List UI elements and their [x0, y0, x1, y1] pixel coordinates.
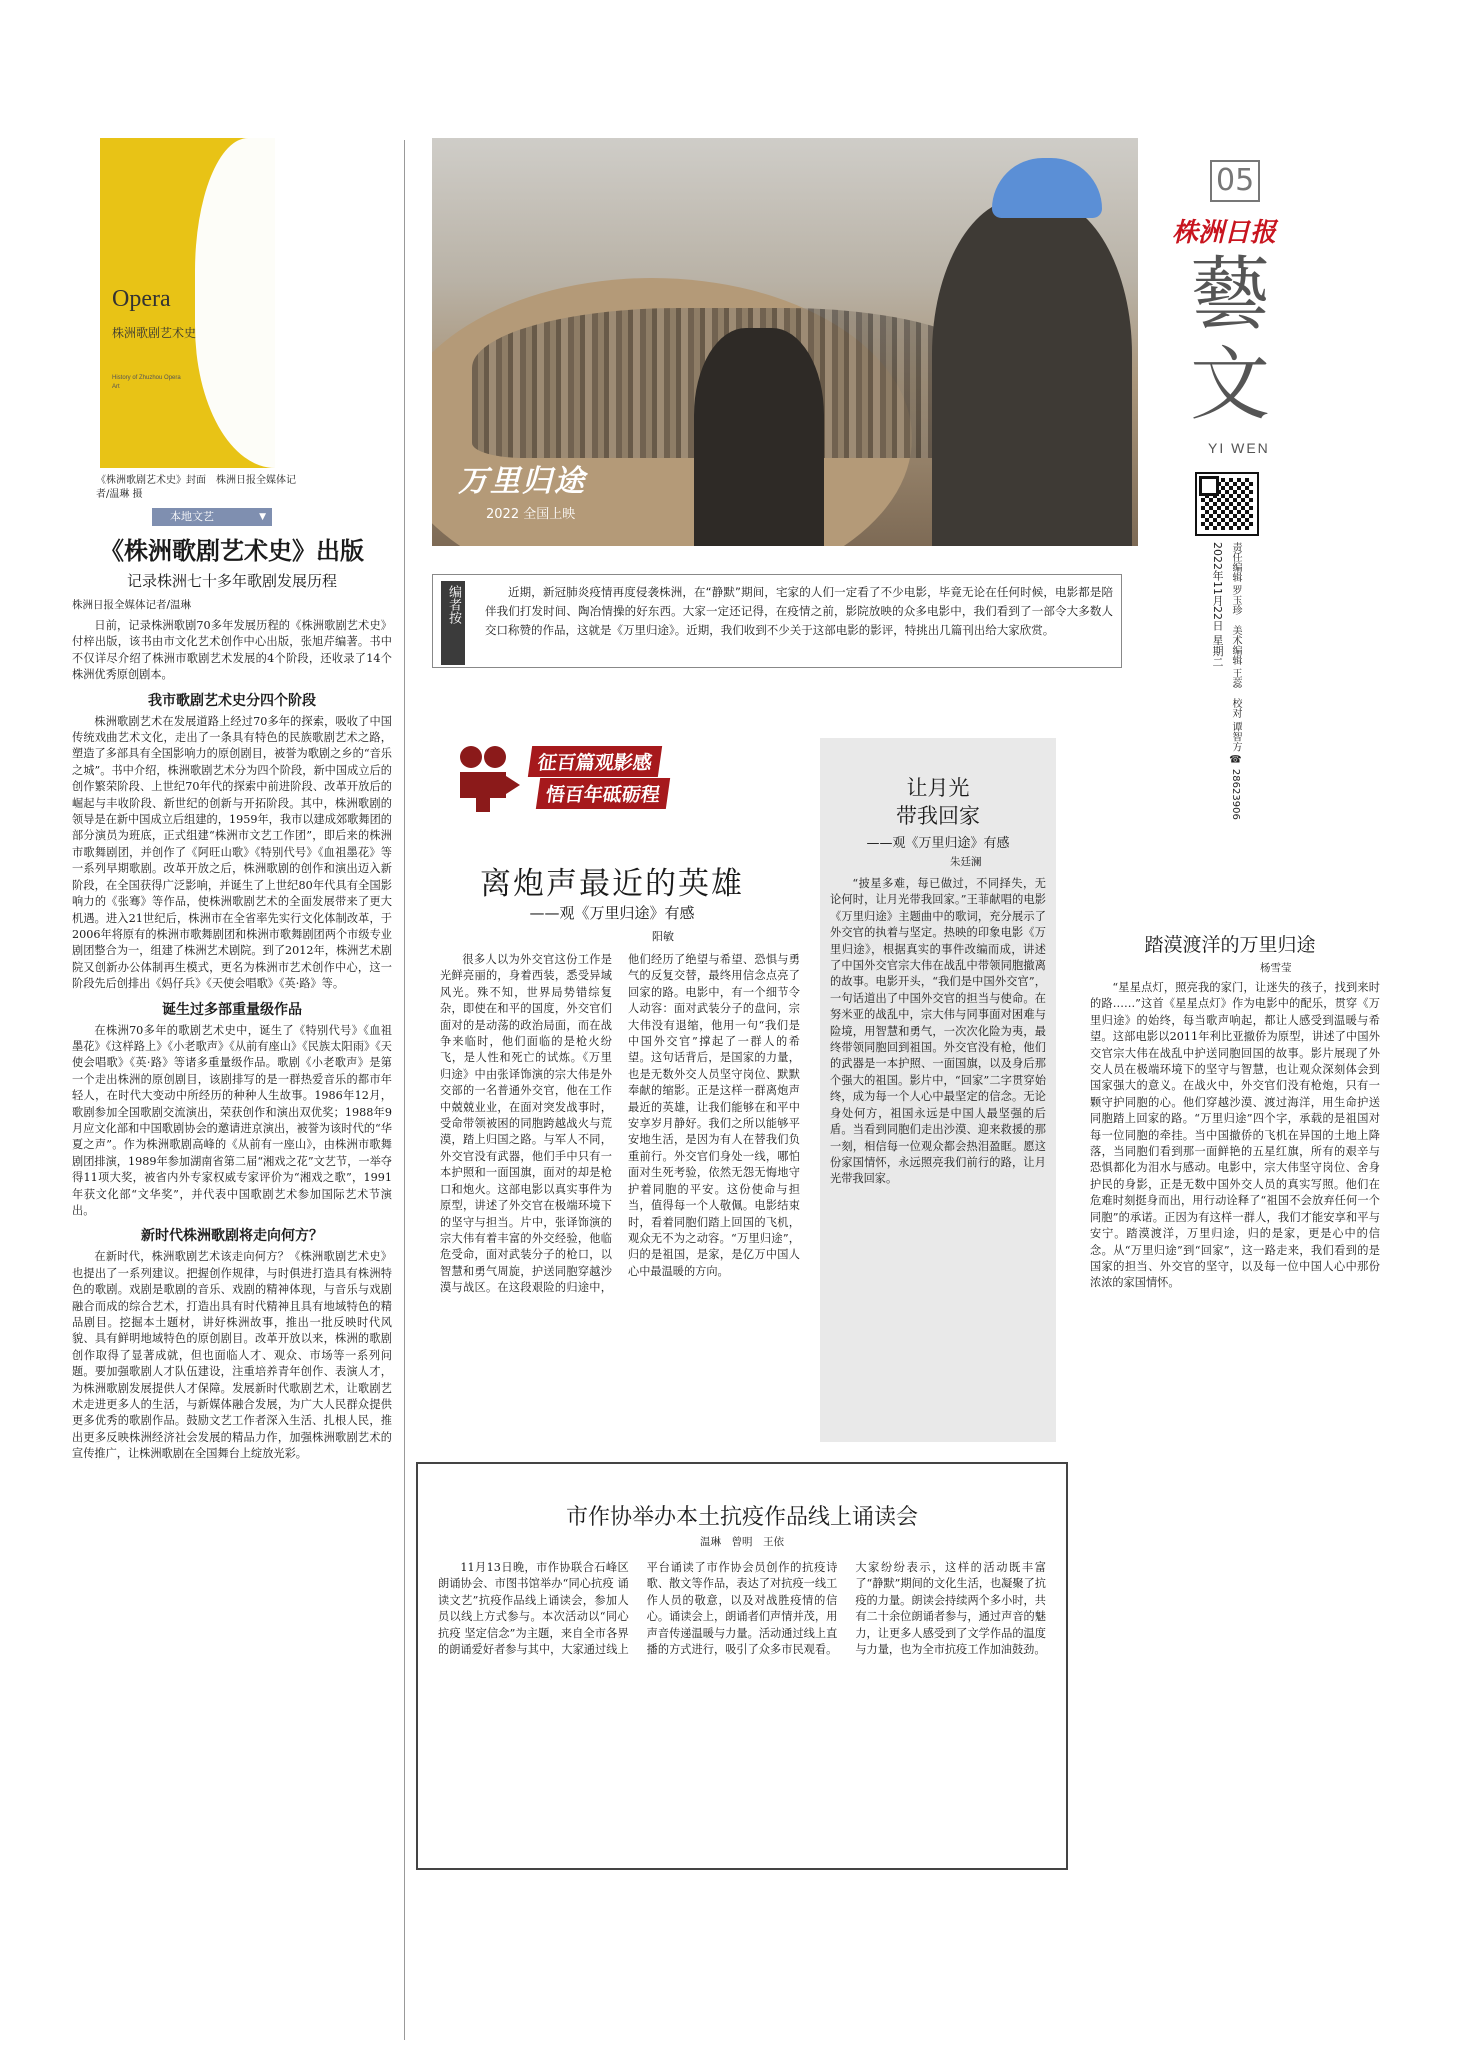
left-subheadline: 记录株洲七十多年歌剧发展历程 — [126, 572, 337, 590]
desert-byline: 杨雪莹 — [1260, 962, 1292, 974]
desert-text: “星星点灯，照亮我的家门，让迷失的孩子，找到来时的路……”这首《星星点灯》作为电影中的配乐，贯穿《万里归途》的始终，每当歌声响起，都让人感受到温暖与希望。这部电影以2011年利比亚撤侨为原型，讲述了中国外交官宗大伟在战乱中护送同胞回国的故事。影片展现了外交人员在极端环境下的坚守与智慧，也让观众深刻体会到国家强大的意义。在战火中，外交官们没有枪炮，只有一颗守护同胞的心。他们穿越沙漠、渡过海洋，用生命护送同胞踏上回家的路。“万里归途”四个字，承载的是祖国对每一位同胞的牵挂。当中国撤侨的飞机在异国的土地上降落，当同胞们看到那一面鲜艳的五星红旗，所有的艰辛与恐惧都化为泪水与感动。电影中，宗大伟坚守岗位、舍身护民的身影，正是无数中国外交人员的真实写照。他们在危难时刻挺身而出，用行动诠释了“祖国不会放弃任何一个同胞”的承诺。正因为有这样一群人，我们才能安享和平与安宁。踏漠渡洋，万里归途，归的是家，更是心中的信念。从“万里归途”到“回家”，这一路走来，我们看到的是国家的担当、外交官的坚守，以及每一位中国人心中那份浓浓的家国情怀。 — [1090, 981, 1380, 1290]
book-cover-image — [100, 138, 275, 468]
qr-code-corner — [1199, 476, 1219, 496]
section-char-2: 文 — [1190, 338, 1270, 431]
left-article-body — [72, 618, 392, 2038]
hero-subheadline: ——观《万里归途》有感 — [529, 904, 695, 922]
section2-text: 在株洲70多年的歌剧艺术史中，诞生了《特别代号》《血祖墨花》《这样路上》《小老歌声》《从前有座山》《民族太阳雨》《天使会唱歌》《英·路》等诸多重量级作品。歌剧《小老歌声》是第一个走出株洲的原创剧目，该剧排写的是一群热爱音乐的都市年轻人，在时代大变动中所经历的种种人生故事。1986年12月，歌剧参加全国歌剧交流演出，荣获创作和演出双优奖；1988年9月应文化部和中国歌剧协会的邀请进京演出，被誉为该时代的“华夏之声”。作为株洲歌剧高峰的《从前有一座山》，由株洲市歌舞剧团排演，1989年参加湖南省第二届“湘戏之花”文艺节，一举夺得11项大奖，被省内外专家权威专家评价为“湘戏之歌”，1991年获文化部“文华奖”，并代表中国歌剧艺术参加国际艺术节演出。 — [72, 1023, 392, 1217]
editor-note-label-text: 编者按 — [446, 585, 461, 624]
section1-text: 株洲歌剧艺术在发展道路上经过70多年的探索，吸收了中国传统戏曲艺术文化，走出了一条具有特色的民族歌剧艺术之路，塑造了多部具有全国影响力的原创剧目，被誉为歌剧之乡的“音乐之城”。书中介绍，株洲歌剧艺术分为四个阶段，新中国成立后的创作繁荣阶段、上世纪70年代的探索中前进阶段、改革开放后的崛起与丰收阶段、新世纪的创新与开拓阶段。其中，株洲歌剧的领导是在新中国成立后组建的，1959年，我市以建成郊歌舞团的部分演员为班底，正式组建“株洲市文艺工作团”，即后来的株洲市歌舞剧团，并创作了《阿旺山歌》《特别代号》《血祖墨花》等一系列早期歌剧。改革开放之后，株洲歌剧的创作和演出迈入新阶段，在全国获得广泛影响，并诞生了上世纪80年代具有全国影响力的《张骞》等作品，使株洲歌剧艺术的全面发展带来了更大机遇。进入21世纪后，株洲市在全省率先实行文化体制改革，于2006年将原有的株洲市歌舞剧团和株洲市歌舞剧团两个市级专业剧团整合为一，组建了株洲艺术剧院。到了2012年，株洲艺术剧院又创新办公体制再生模式，更名为株洲市艺术创作中心，这一阶段先后创排出《妈仔兵》《天使会唱歌》《英·路》等。 — [72, 714, 392, 991]
bottom-article-box — [416, 1462, 1068, 1870]
section-char-1: 藝 — [1190, 248, 1270, 341]
camera-stand — [476, 798, 490, 812]
poster-release: 2022 全国上映 — [486, 507, 576, 522]
reel-right — [484, 746, 506, 768]
moon-subheadline: ——观《万里归途》有感 — [866, 836, 1010, 851]
campaign-banner — [458, 742, 728, 826]
book-cover-english: History of Zhuzhou Opera Art — [112, 375, 181, 390]
moon-text: “披星多难，每已做过，不同择失，无论何时，让月光带我回家。”王菲献唱的电影《万里归途》主题曲中的歌词，充分展示了外交官的执着与坚定。热映的印象电影《万里归途》，根据真实的事件改编而成，讲述了中国外交官宗大伟在战乱中带领同胞撤离的故事。电影开头，“我们是中国外交官”，一句话道出了中国外交官的担当与使命。在努米亚的战乱中，宗大伟与同事面对困难与险境，用智慧和勇气，一次次化险为夷，最终带领同胞回到祖国。外交官没有枪，他们的武器是一本护照、一面国旗，以及身后那个强大的祖国。影片中，“回家”二字贯穿始终，成为每一个人心中最坚定的信念。无论身处何方，祖国永远是中国人最坚强的后盾。当看到同胞们走出沙漠、迎来救援的那一刻，相信每一位观众都会热泪盈眶。愿这份家国情怀，永远照亮我们前行的路，让月光带我回家。 — [830, 877, 1046, 1186]
moon-article-body — [830, 876, 1046, 1432]
date-text: 2022年11月22日 星期二 — [1211, 542, 1224, 668]
bottom-article-body — [438, 1560, 1046, 1856]
desert-article-body — [1090, 980, 1380, 2040]
hero-byline: 阳敏 — [652, 930, 674, 943]
poster-figure-center — [694, 328, 824, 546]
hero-text: 很多人以为外交官这份工作是光鲜亮丽的，身着西装，悉受异域风光。殊不知，世界局势错综复杂，即使在和平的国度，外交官们面对的是动荡的政治局面，而在战争来临时，他们面临的是枪火纷飞，是人性和死亡的试炼。《万里归途》中由张译饰演的宗大伟是外交部的一名普通外交官，他在工作中兢兢业业，在面对突发战事时，受命带领被困的同胞跨越战火与荒漠，踏上归国之路。与军人不同，外交官没有武器，他们手中只有一本护照和一面国旗，面对的却是枪口和炮火。这部电影以真实事件为原型，讲述了外交官在极端环境下的坚守与担当。片中，张译饰演的宗大伟有着丰富的外交经验，他临危受命，面对武装分子的枪口，以智慧和勇气周旋，护送同胞穿越沙漠与战区。在这段艰险的归途中，他们经历了绝望与希望、恐惧与勇气的反复交替，最终用信念点亮了回家的路。电影中，有一个细节令人动容：面对武装分子的盘问，宗大伟没有退缩，他用一句“我们是中国外交官”撑起了一群人的希望。这句话背后，是国家的力量，也是无数外交人员坚守岗位、默默奉献的缩影。正是这样一群离炮声最近的英雄，让我们能够在和平中安享岁月静好。我们之所以能够平安地生活，是因为有人在替我们负重前行。外交官们身处一线，哪怕面对生死考验，依然无怨无悔地守护着同胞的平安。这份使命与担当，值得每一个人敬佩。电影结束时，看着同胞们踏上回国的飞机，观众无不为之动容。“万里归途”，归的是祖国，是家，是亿万中国人心中最温暖的方向。 — [440, 953, 800, 1295]
date-line — [1208, 542, 1224, 668]
phone-text: 28623906 — [1230, 768, 1241, 820]
bottom-text: 11月13日晚，市作协联合石峰区朗诵协会、市图书馆举办“同心抗疫 诵读文艺”抗疫作品线上诵读会，参加人员以线上方式参与。本次活动以“同心抗疫 坚定信念”为主题，来自全市各界的朗诵爱好者参与其中，大家通过线上平台诵读了市作协会员创作的抗疫诗歌、散文等作品，表达了对抗疫一线工作人员的敬意，以及对战胜疫情的信心。诵读会上，朗诵者们声情并茂，用声音传递温暖与力量。活动通过线上直播的方式进行，吸引了众多市民观看。大家纷纷表示，这样的活动既丰富了“静默”期间的文化生活，也凝聚了抗疫的力量。朗读会持续两个多小时，共有二十余位朗诵者参与，通过声音的魅力，让更多人感受到了文学作品的温度与力量，也为全市抗疫工作加油鼓劲。 — [438, 1561, 1046, 1657]
moon-headline-2: 带我回家 — [896, 804, 980, 828]
desert-headline: 踏漠渡洋的万里归途 — [1144, 934, 1316, 956]
column-tag-label: 本地文艺 — [170, 510, 214, 523]
chevron-down-icon: ▼ — [259, 512, 266, 522]
paper-name: 株洲日报 — [1172, 218, 1277, 248]
section3-title: 新时代株洲歌剧将走向何方？ — [141, 1228, 323, 1245]
column-tag — [152, 508, 272, 526]
editor-note-text: 近期，新冠肺炎疫情再度侵袭株洲，在“静默”期间，宅家的人们一定看了不少电影，毕竟无论在任何时候，电影都是陪伴我们打发时间、陶冶情操的好东西。大家一定还记得，在疫情之前，影院放映的众多电影中，我们看到了一部令大多数人交口称赞的作品，这就是《万里归途》。近期，我们收到不少关于这部电影的影评，特挑出几篇刊出给大家欣赏。 — [485, 585, 1113, 637]
section1-title: 我市歌剧艺术史分四个阶段 — [148, 692, 316, 709]
poster-title: 万里归途 — [458, 464, 586, 499]
campaign-line-2: 悟百年砥砺程 — [536, 778, 670, 809]
hero-article-body — [440, 952, 800, 1442]
book-cover-title: Opera — [112, 286, 171, 312]
book-cover-subtitle: 株洲歌剧艺术史 — [112, 326, 197, 340]
campaign-line-1: 征百篇观影感 — [528, 746, 662, 777]
book-cover-caption: 《株洲歌剧艺术史》封面 株洲日报全媒体记者/温琳 摄 — [96, 475, 296, 500]
left-headline: 《株洲歌剧艺术史》出版 — [100, 537, 364, 565]
camera-lens — [506, 776, 520, 794]
section-pinyin: YI WEN — [1208, 440, 1270, 456]
moon-article-box — [820, 738, 1056, 1442]
reel-left — [460, 746, 482, 768]
left-intro: 日前，记录株洲歌剧70多年发展历程的《株洲歌剧艺术史》付梓出版，该书由市文化艺术创作中心出版，张旭芹编著。书中不仅详尽介绍了株洲市歌剧艺术发展的4个阶段，还收录了14个株洲优秀原创剧本。 — [72, 619, 392, 682]
moon-headline-1: 让月光 — [906, 776, 970, 800]
hero-headline: 离炮声最近的英雄 — [480, 866, 744, 902]
phone-icon: ☎ — [1230, 754, 1241, 766]
page-number: 05 — [1210, 160, 1260, 202]
movie-poster-image — [432, 138, 1138, 546]
editor-note-box — [432, 574, 1122, 668]
editor-note-label — [441, 581, 465, 665]
qr-code — [1195, 472, 1259, 536]
left-column-divider — [404, 140, 405, 2040]
editors-text: 责任编辑 罗玉珍 美术编辑 王蕊 校对 谭智方 — [1230, 542, 1241, 752]
film-camera-icon — [458, 746, 522, 814]
bottom-headline: 市作协举办本土抗疫作品线上诵读会 — [565, 1505, 918, 1530]
poster-figure-right — [932, 198, 1132, 546]
camera-body — [460, 772, 506, 798]
editors-line — [1226, 542, 1242, 820]
left-byline: 株洲日报全媒体记者/温琳 — [72, 599, 192, 611]
section3-text: 在新时代，株洲歌剧艺术该走向何方？《株洲歌剧艺术史》也提出了一系列建议。把握创作规律，与时俱进打造具有株洲特色的歌剧。戏剧是歌剧的音乐、戏剧的精神体现，与音乐与戏剧融合而成的综合艺术，打造出具有时代精神且具有地域特色的精品剧目。挖掘本土题材，讲好株洲故事，推出一批反映时代风貌、具有鲜明地域特色的原创剧目。改革开放以来，株洲的歌剧创作取得了显著成就，但也面临人才、观众、市场等一系列问题。要加强歌剧人才队伍建设，注重培养青年创作、表演人才，为株洲歌剧发展提供人才保障。发展新时代歌剧艺术，让歌剧艺术走进更多人的生活，与新媒体融合发展，为广大人民群众提供更多优秀的歌剧作品。鼓励文艺工作者深入生活、扎根人民，推出更多反映株洲经济社会发展的精品力作，加强株洲歌剧艺术的宣传推广，让株洲歌剧在全国舞台上绽放光彩。 — [72, 1250, 392, 1461]
moon-byline: 朱廷澜 — [950, 856, 982, 868]
poster-helmet — [992, 158, 1102, 218]
section2-title: 诞生过多部重量级作品 — [162, 1001, 302, 1018]
bottom-byline: 温琳 曾明 王依 — [700, 1536, 784, 1548]
